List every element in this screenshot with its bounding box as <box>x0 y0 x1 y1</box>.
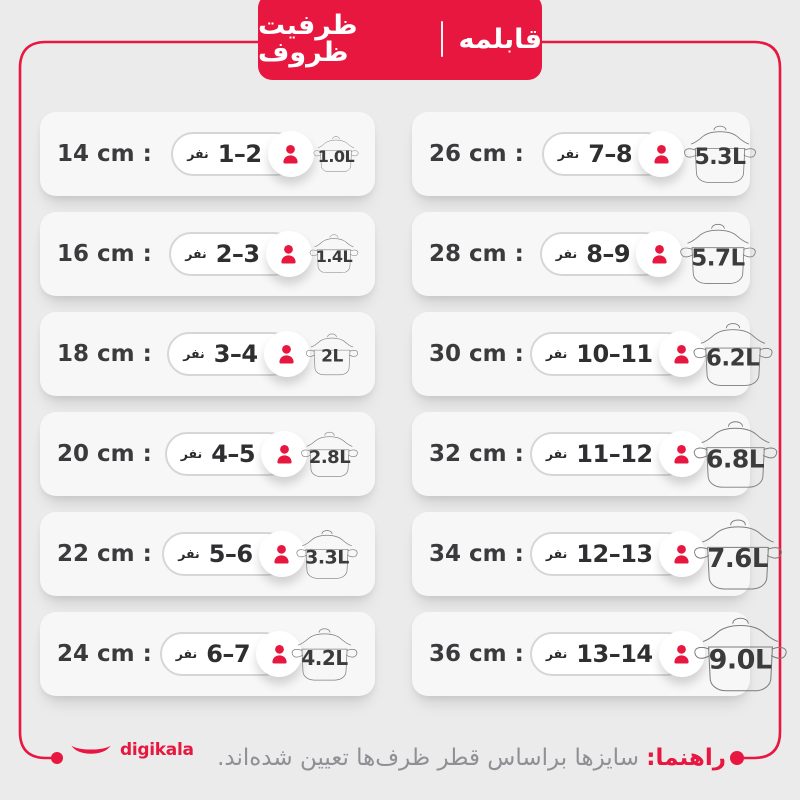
pot-lid <box>303 535 352 545</box>
size-row <box>40 412 375 496</box>
pot-icon <box>689 515 787 593</box>
capacity-label: 3.3L <box>305 546 349 569</box>
pot-knob <box>322 530 332 533</box>
people-unit-label: نفر <box>545 645 568 661</box>
people-unit-label: نفر <box>185 245 207 261</box>
size-row <box>40 512 375 596</box>
capacity-label: 6.8L <box>705 444 765 474</box>
title-segment-capacity: ظرفیت ظروف <box>258 10 358 68</box>
pot-knob <box>726 323 739 327</box>
people-unit-label: نفر <box>545 445 568 461</box>
pot-handle-left <box>694 348 707 357</box>
diameter-label: 32 cm : <box>429 441 524 467</box>
person-badge <box>268 131 314 177</box>
size-row <box>40 612 375 696</box>
people-pill <box>530 332 689 376</box>
pot-handle-right <box>744 149 755 157</box>
people-unit-label: نفر <box>555 245 578 261</box>
pot-handle-left <box>694 647 709 658</box>
people-range: 6–7 <box>206 640 251 668</box>
diameter-label: 14 cm : <box>57 141 152 167</box>
pot-lid <box>703 625 777 641</box>
people-pill <box>162 532 288 576</box>
pot-lid <box>701 329 764 343</box>
diameter-label: 22 cm : <box>57 541 152 567</box>
pot-handle-right <box>767 548 781 558</box>
size-column-right <box>412 112 772 696</box>
people-range: 10–11 <box>576 340 653 368</box>
people-range: 5–6 <box>208 540 253 568</box>
pot-lid <box>688 231 748 244</box>
pot-knob <box>732 618 747 623</box>
people-unit-label: نفر <box>187 145 209 161</box>
people-pill <box>530 532 689 576</box>
person-badge <box>266 231 312 277</box>
diameter-label: 24 cm : <box>57 641 152 667</box>
frame-end-dot-left <box>51 752 63 764</box>
brand-logo <box>70 742 194 759</box>
people-unit-label: نفر <box>545 345 568 361</box>
pot-icon <box>680 122 760 186</box>
people-unit-label: نفر <box>183 345 205 361</box>
pot-handle-left <box>306 350 314 356</box>
size-row <box>412 212 750 296</box>
size-row <box>40 212 375 296</box>
pot-icon <box>689 319 777 389</box>
pot-handle-right <box>759 348 772 357</box>
pot-knob <box>330 235 338 238</box>
title-segment-pot: قابلمه <box>458 23 542 55</box>
size-row <box>412 112 750 196</box>
capacity-label: 2.8L <box>308 446 351 468</box>
people-unit-label: نفر <box>180 445 203 461</box>
pot-icon <box>689 417 782 491</box>
people-pill <box>540 232 666 276</box>
pot-lid <box>298 634 351 645</box>
capacity-label: 6.2L <box>705 345 760 372</box>
people-pill <box>530 432 689 476</box>
capacity-label: 4.2L <box>301 646 348 671</box>
capacity-label: 5.3L <box>694 145 746 171</box>
diameter-label: 16 cm : <box>57 241 152 267</box>
size-column-left <box>40 112 375 696</box>
brand-wordmark: digikala <box>120 740 194 760</box>
size-row <box>412 412 765 496</box>
people-range: 13–14 <box>576 640 653 668</box>
pot-handle-right <box>771 647 786 658</box>
size-row <box>40 112 375 196</box>
pot-knob <box>332 137 340 139</box>
pot-knob <box>319 629 330 633</box>
size-row <box>412 512 768 596</box>
people-unit-label: نفر <box>178 545 200 561</box>
person-icon <box>268 541 295 568</box>
pot-lid <box>691 132 749 144</box>
people-pill <box>542 132 668 176</box>
people-range: 12–13 <box>576 540 653 568</box>
capacity-label: 5.7L <box>691 245 745 272</box>
people-pill <box>167 332 293 376</box>
people-unit-label: نفر <box>175 645 198 661</box>
people-range: 3–4 <box>213 340 258 368</box>
size-row <box>412 312 760 396</box>
pot-knob <box>714 126 726 130</box>
people-pill <box>160 632 286 676</box>
pot-icon <box>676 220 760 287</box>
diameter-label: 28 cm : <box>429 241 524 267</box>
pot-knob <box>730 520 745 525</box>
pot-icon <box>307 232 361 275</box>
people-unit-label: نفر <box>557 145 580 161</box>
person-icon <box>277 141 304 168</box>
diameter-label: 34 cm : <box>429 541 524 567</box>
pot-handle-right <box>346 649 356 657</box>
person-badge <box>638 131 684 177</box>
people-unit-label: نفر <box>545 545 568 561</box>
pot-lid <box>311 338 353 347</box>
people-range: 8–9 <box>586 240 631 268</box>
pot-lid <box>702 527 773 542</box>
pot-handle-right <box>743 248 755 257</box>
people-pill <box>165 432 291 476</box>
pot-knob <box>328 334 337 337</box>
diameter-label: 18 cm : <box>57 341 152 367</box>
pot-lid <box>315 239 354 247</box>
people-range: 11–12 <box>576 440 653 468</box>
people-pill <box>169 232 295 276</box>
digikala-smile-icon <box>70 743 112 758</box>
size-row <box>40 312 375 396</box>
person-icon <box>646 241 673 268</box>
pot-icon <box>303 331 361 377</box>
capacity-label: 1.0L <box>317 146 355 166</box>
note-text: سایزها براساس قطر ظرف‌ها تعیین شده‌اند. <box>217 745 639 771</box>
people-range: 1–2 <box>217 140 262 168</box>
capacity-label: 7.6L <box>707 544 768 575</box>
pot-icon <box>298 429 361 479</box>
pot-knob <box>325 432 334 435</box>
pot-icon <box>311 134 361 174</box>
pot-knob <box>728 422 742 427</box>
people-pill <box>530 632 689 676</box>
diameter-label: 36 cm : <box>429 641 524 667</box>
pot-knob <box>712 225 725 229</box>
pot-handle-right <box>763 448 776 458</box>
person-icon <box>275 241 302 268</box>
title-divider <box>441 21 443 57</box>
pot-handle-right <box>349 350 357 356</box>
pot-lid <box>307 436 352 446</box>
size-row <box>412 612 772 696</box>
title-box <box>258 0 542 80</box>
diameter-label: 30 cm : <box>429 341 524 367</box>
note-label: راهنما: <box>646 745 726 771</box>
diameter-label: 20 cm : <box>57 441 152 467</box>
people-range: 7–8 <box>588 140 633 168</box>
pot-icon <box>288 625 361 683</box>
pot-lid <box>702 428 769 442</box>
capacity-label: 1.4L <box>315 247 353 267</box>
person-icon <box>273 341 300 368</box>
capacity-label: 2L <box>321 346 343 367</box>
people-range: 2–3 <box>215 240 260 268</box>
footer-note <box>217 745 726 771</box>
pot-icon <box>689 613 792 695</box>
person-icon <box>648 141 675 168</box>
capacity-label: 9.0L <box>708 644 772 676</box>
pot-handle-left <box>694 548 708 558</box>
frame-end-dot-right <box>730 751 744 765</box>
people-pill <box>171 132 297 176</box>
person-icon <box>271 441 298 468</box>
people-range: 4–5 <box>211 440 256 468</box>
diameter-label: 26 cm : <box>429 141 524 167</box>
pot-icon <box>293 527 361 581</box>
